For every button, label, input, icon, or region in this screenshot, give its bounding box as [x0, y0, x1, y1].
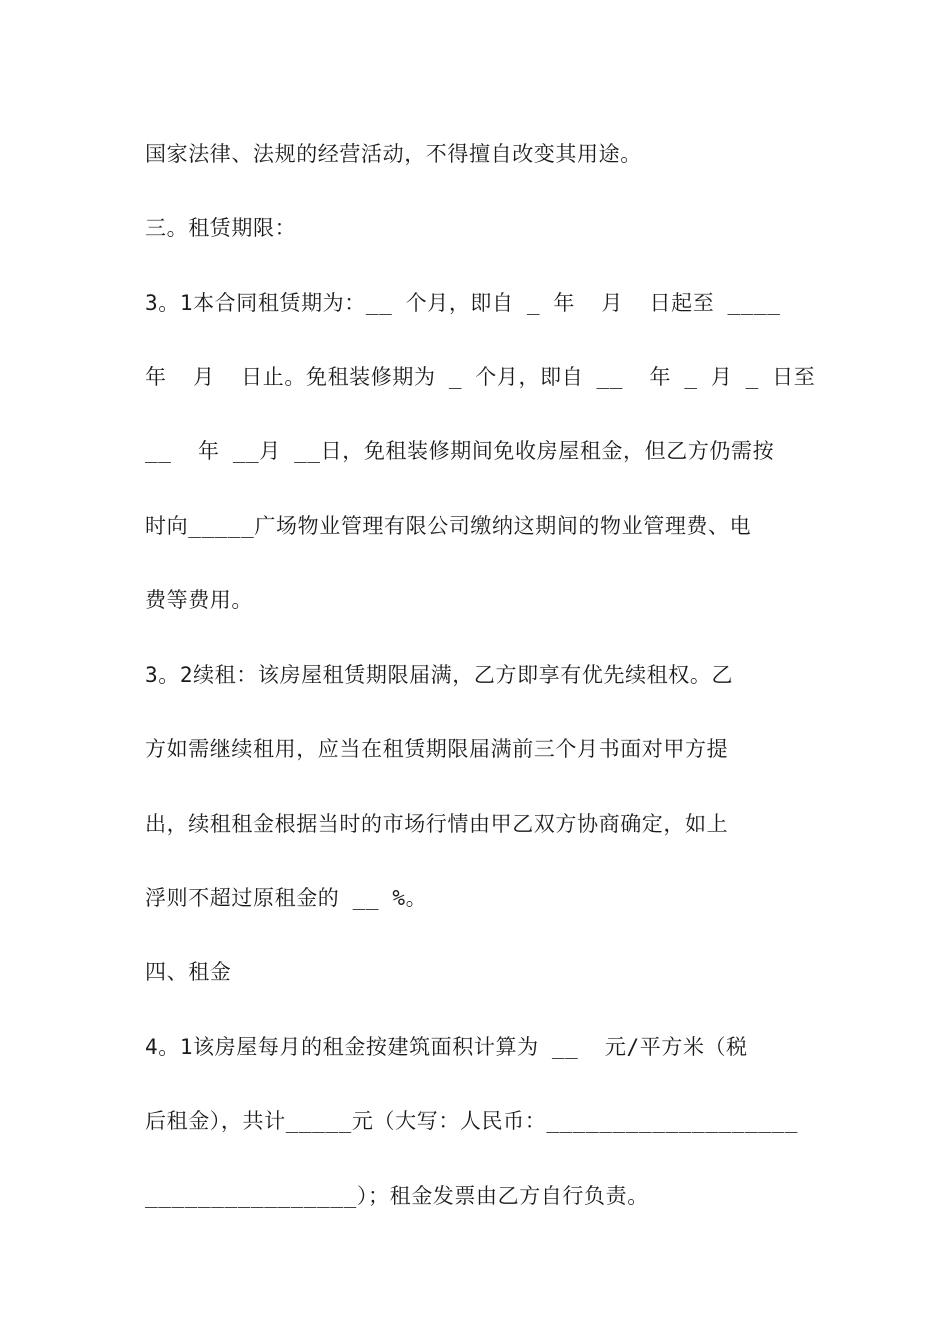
text-line-1: 国家法律、法规的经营活动，不得擅自改变其用途。 [145, 142, 642, 166]
text-line-7: 费等费用。 [145, 588, 253, 612]
text-line-14: 后租金），共计_____元（大写：人民币：___________________ [145, 1109, 798, 1133]
text-line-13: 4。1该房屋每月的租金按建筑面积计算为 __ 元/平方米（税 [145, 1035, 748, 1059]
text-line-3: 3。1本合同租赁期为：__ 个月，即自 _ 年 月 日起至 ____ [145, 291, 781, 315]
text-line-4: 年 月 日止。免租装修期为 _ 个月，即自 __ 年 _ 月 _ 日至 [145, 365, 816, 389]
text-line-10: 出，续租租金根据当时的市场行情由甲乙双方协商确定，如上 [145, 812, 729, 836]
text-line-5: __ 年 __月 __日，免租装修期间免收房屋租金，但乙方仍需按 [145, 439, 775, 463]
text-line-6: 时向_____广场物业管理有限公司缴纳这期间的物业管理费、电 [145, 514, 752, 538]
text-line-12: 四、租金 [145, 960, 232, 984]
text-line-2: 三。租赁期限： [145, 216, 297, 240]
text-line-9: 方如需继续租用，应当在租赁期限届满前三个月书面对甲方提 [145, 737, 729, 761]
text-line-8: 3。2续租：该房屋租赁期限届满，乙方即享有优先续租权。乙 [145, 663, 734, 687]
text-line-15: ________________）；租金发票由乙方自行负责。 [145, 1184, 649, 1208]
text-line-11: 浮则不超过原租金的 __ %。 [145, 886, 428, 910]
